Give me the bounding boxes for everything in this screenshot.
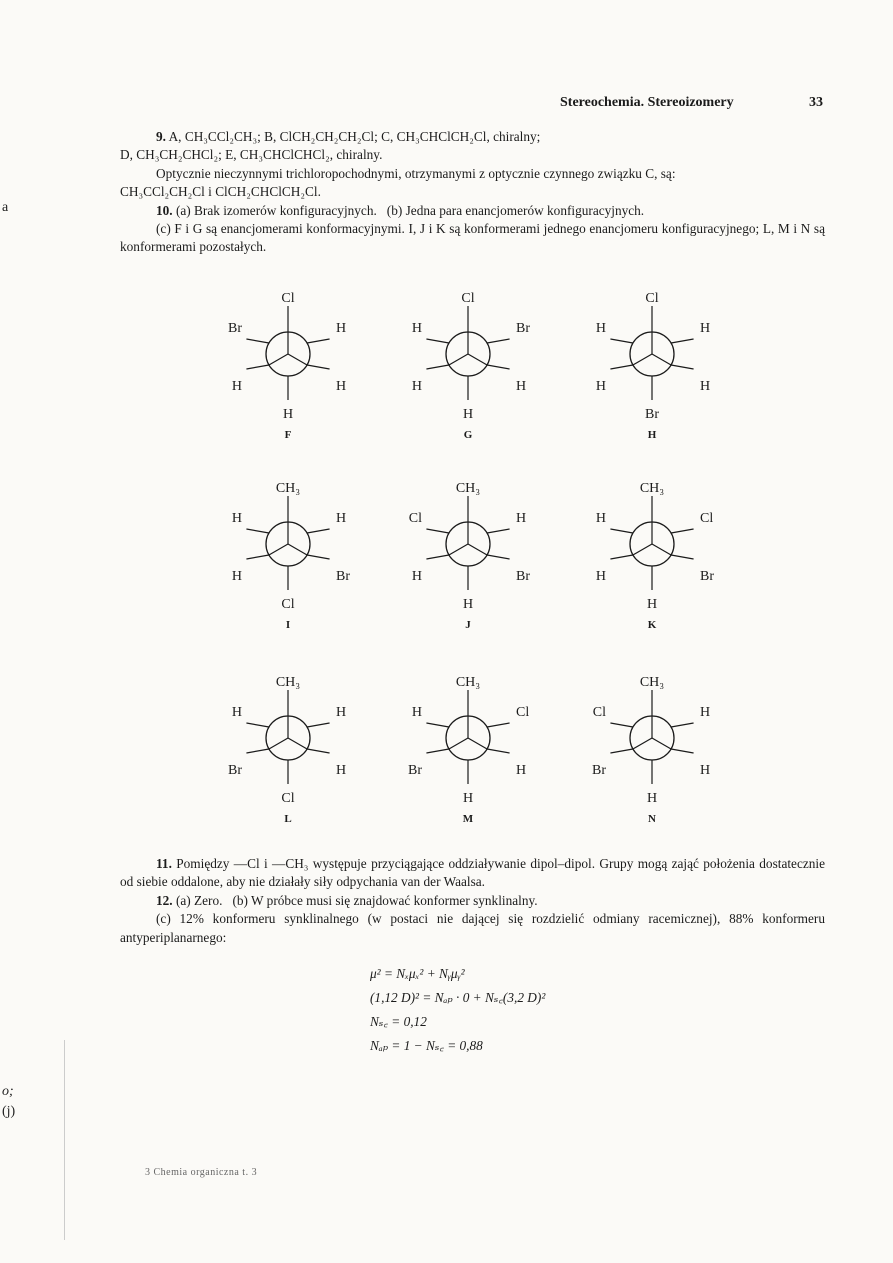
- header-title: Stereochemia. Stereoizomery: [560, 95, 734, 110]
- substituent-ul: Cl: [592, 705, 606, 720]
- rear-bond: [246, 529, 269, 533]
- equation-1: μ² = Nₓμₓ² + Nᵧμᵧ²: [370, 966, 465, 981]
- substituent-ll: H: [411, 379, 422, 394]
- substituent-ul: H: [231, 511, 242, 526]
- substituent-ul: H: [411, 321, 422, 336]
- front-bond: [652, 544, 671, 555]
- front-bond: [288, 544, 307, 555]
- rear-bond: [487, 339, 510, 343]
- front-bond: [610, 555, 633, 559]
- front-bond: [468, 354, 487, 365]
- newman-projection-k: [582, 474, 722, 639]
- substituent-ul: H: [595, 321, 606, 336]
- projection-label: K: [647, 619, 657, 631]
- newman-projection-f: [218, 284, 358, 449]
- front-bond: [652, 738, 671, 749]
- rear-bond: [426, 339, 449, 343]
- answer-10-a: (a) Brak izomerów konfiguracyjnych.: [175, 202, 377, 218]
- equation-4: Nₐₚ = 1 − Nₛ꜀ = 0,88: [370, 1038, 483, 1053]
- substituent-bottom: H: [646, 791, 658, 806]
- substituent-ul: H: [595, 511, 606, 526]
- substituent-lr: H: [336, 379, 347, 394]
- answer-10-b: (b) Jedna para enancjomerów konfiguracyjnych.: [386, 202, 645, 218]
- rear-bond: [246, 723, 269, 727]
- substituent-ll: H: [231, 379, 242, 394]
- substituent-top: CH₃: [275, 481, 301, 496]
- newman-projection-i: [218, 474, 358, 639]
- projection-label: N: [648, 813, 656, 825]
- answer-12-b: (b) W próbce musi się znajdować konformer synklinalny.: [232, 892, 538, 908]
- substituent-lr: H: [516, 763, 527, 778]
- projection-label: L: [284, 813, 292, 825]
- substituent-lr: Br: [516, 569, 530, 584]
- equations: [370, 962, 545, 1058]
- substituent-ll: H: [231, 569, 242, 584]
- substituent-ur: H: [336, 321, 347, 336]
- rear-bond: [671, 339, 694, 343]
- substituent-ul: H: [231, 705, 242, 720]
- projection-label: G: [463, 429, 473, 441]
- front-bond: [633, 544, 652, 555]
- front-bond: [426, 555, 449, 559]
- rear-bond: [487, 723, 510, 727]
- rear-bond: [426, 529, 449, 533]
- front-bond: [449, 544, 468, 555]
- newman-projection-h: [582, 284, 722, 449]
- substituent-ll: Br: [228, 763, 242, 778]
- front-bond: [671, 749, 694, 753]
- running-header: [560, 95, 823, 111]
- substituent-lr: H: [700, 379, 711, 394]
- substituent-top: CH₃: [639, 675, 665, 690]
- answer-9-line2: D, CH₃CH₂CHCl₂; E, CH₃CHClCHCl₂, chiralny.: [120, 147, 383, 163]
- substituent-bottom: H: [462, 407, 474, 422]
- substituent-bottom: Cl: [281, 791, 295, 806]
- front-bond: [288, 354, 307, 365]
- substituent-top: Cl: [281, 291, 295, 306]
- newman-projection-j: [398, 474, 538, 639]
- projection-label: I: [285, 619, 291, 631]
- substituent-ul: H: [411, 705, 422, 720]
- answer-11: [120, 855, 825, 947]
- substituent-bottom: Cl: [281, 597, 295, 612]
- answer-12-c: (c) 12% konformeru synklinalnego (w postaci nie dającej się rozdzielić odmiany racemicznej), 88% konformeru antyperiplanarnego:: [120, 911, 825, 945]
- answer-11-text: Pomiędzy —Cl i —CH₃ występuje przyciągające oddziaływanie dipol–dipol. Grupy mogą zająć położenia dostatecznie od siebie oddalone, aby nie działały siły odpychania van der Waalsa.: [120, 856, 825, 890]
- rear-bond: [487, 529, 510, 533]
- front-bond: [468, 544, 487, 555]
- page-number: 33: [809, 95, 823, 110]
- front-bond: [449, 738, 468, 749]
- substituent-top: Cl: [645, 291, 659, 306]
- answer-9-line3: Optycznie nieczynnymi trichloropochodnymi, otrzymanymi z optycznie czynnego związku C, są:: [156, 165, 676, 181]
- front-bond: [269, 738, 288, 749]
- substituent-top: CH₃: [455, 675, 481, 690]
- answer-9-number: 9.: [156, 129, 166, 144]
- substituent-ll: H: [595, 569, 606, 584]
- substituent-ur: Br: [516, 321, 530, 336]
- rear-bond: [671, 723, 694, 727]
- projection-label: M: [462, 813, 474, 825]
- substituent-top: Cl: [461, 291, 475, 306]
- rear-bond: [307, 723, 330, 727]
- substituent-top: CH₃: [455, 481, 481, 496]
- substituent-ul: Br: [228, 321, 242, 336]
- substituent-ll: Br: [408, 763, 422, 778]
- substituent-ur: H: [336, 705, 347, 720]
- substituent-ll: H: [595, 379, 606, 394]
- substituent-top: CH₃: [639, 481, 665, 496]
- substituent-lr: Br: [700, 569, 714, 584]
- substituent-bottom: H: [462, 791, 474, 806]
- answer-9: [120, 128, 825, 257]
- substituent-bottom: H: [462, 597, 474, 612]
- substituent-lr: H: [700, 763, 711, 778]
- substituent-ur: Cl: [700, 511, 714, 526]
- front-bond: [307, 555, 330, 559]
- substituent-ul: Cl: [408, 511, 422, 526]
- front-bond: [269, 354, 288, 365]
- equation-2: (1,12 D)² = Nₐₚ · 0 + Nₛ꜀(3,2 D)²: [370, 990, 546, 1005]
- rear-bond: [610, 723, 633, 727]
- front-bond: [269, 544, 288, 555]
- substituent-ur: Cl: [516, 705, 530, 720]
- rear-bond: [671, 529, 694, 533]
- answer-9-line4: CH₃CCl₂CH₂Cl i ClCH₂CHClCH₂Cl.: [120, 184, 321, 200]
- newman-projection-m: [398, 668, 538, 833]
- rear-bond: [307, 339, 330, 343]
- newman-projection-g: [398, 284, 538, 449]
- substituent-bottom: H: [646, 597, 658, 612]
- newman-projection-n: [582, 668, 722, 833]
- substituent-ur: H: [336, 511, 347, 526]
- margin-fragment-1: a: [2, 200, 9, 215]
- front-bond: [671, 555, 694, 559]
- answer-9-line1: A, CH₃CCl₂CH₃; B, ClCH₂CH₂CH₂Cl; C, CH₃CHClCH₂Cl, chiralny;: [168, 129, 541, 144]
- front-bond: [633, 354, 652, 365]
- rear-bond: [610, 339, 633, 343]
- front-bond: [610, 365, 633, 369]
- front-bond: [468, 738, 487, 749]
- front-bond: [487, 555, 510, 559]
- answer-11-number: 11.: [156, 856, 172, 871]
- answer-12-number: 12.: [156, 892, 173, 908]
- substituent-ur: H: [516, 511, 527, 526]
- substituent-ur: H: [700, 705, 711, 720]
- front-bond: [671, 365, 694, 369]
- answer-10-c: (c) F i G są enancjomerami konformacyjnymi. I, J i K są konformerami jednego enancjomeru konfiguracyjnego; L, M i N są konformerami pozostałych.: [120, 221, 825, 255]
- substituent-ll: Br: [592, 763, 606, 778]
- front-bond: [487, 749, 510, 753]
- substituent-bottom: Br: [645, 407, 659, 422]
- front-bond: [610, 749, 633, 753]
- answer-12-a: (a) Zero.: [175, 892, 223, 908]
- rear-bond: [307, 529, 330, 533]
- front-bond: [288, 738, 307, 749]
- front-bond: [246, 555, 269, 559]
- front-bond: [652, 354, 671, 365]
- margin-fragment-3: (j): [2, 1104, 16, 1119]
- front-bond: [449, 354, 468, 365]
- projection-label: J: [465, 619, 471, 631]
- front-bond: [307, 365, 330, 369]
- substituent-bottom: H: [282, 407, 294, 422]
- projection-label: F: [284, 429, 292, 441]
- rear-bond: [426, 723, 449, 727]
- front-bond: [426, 365, 449, 369]
- binding-shadow: [64, 1040, 65, 1240]
- front-bond: [426, 749, 449, 753]
- substituent-lr: Br: [336, 569, 350, 584]
- substituent-lr: H: [516, 379, 527, 394]
- front-bond: [307, 749, 330, 753]
- front-bond: [487, 365, 510, 369]
- newman-projection-l: [218, 668, 358, 833]
- equation-3: Nₛ꜀ = 0,12: [370, 1014, 427, 1029]
- substituent-lr: H: [336, 763, 347, 778]
- footer-signature: 3 Chemia organiczna t. 3: [145, 1167, 258, 1178]
- margin-fragment-2: o;: [2, 1084, 14, 1099]
- projection-label: H: [647, 429, 657, 441]
- substituent-top: CH₃: [275, 675, 301, 690]
- front-bond: [246, 749, 269, 753]
- answer-10-number: 10.: [156, 202, 173, 218]
- front-bond: [246, 365, 269, 369]
- substituent-ll: H: [411, 569, 422, 584]
- substituent-ur: H: [700, 321, 711, 336]
- rear-bond: [246, 339, 269, 343]
- rear-bond: [610, 529, 633, 533]
- front-bond: [633, 738, 652, 749]
